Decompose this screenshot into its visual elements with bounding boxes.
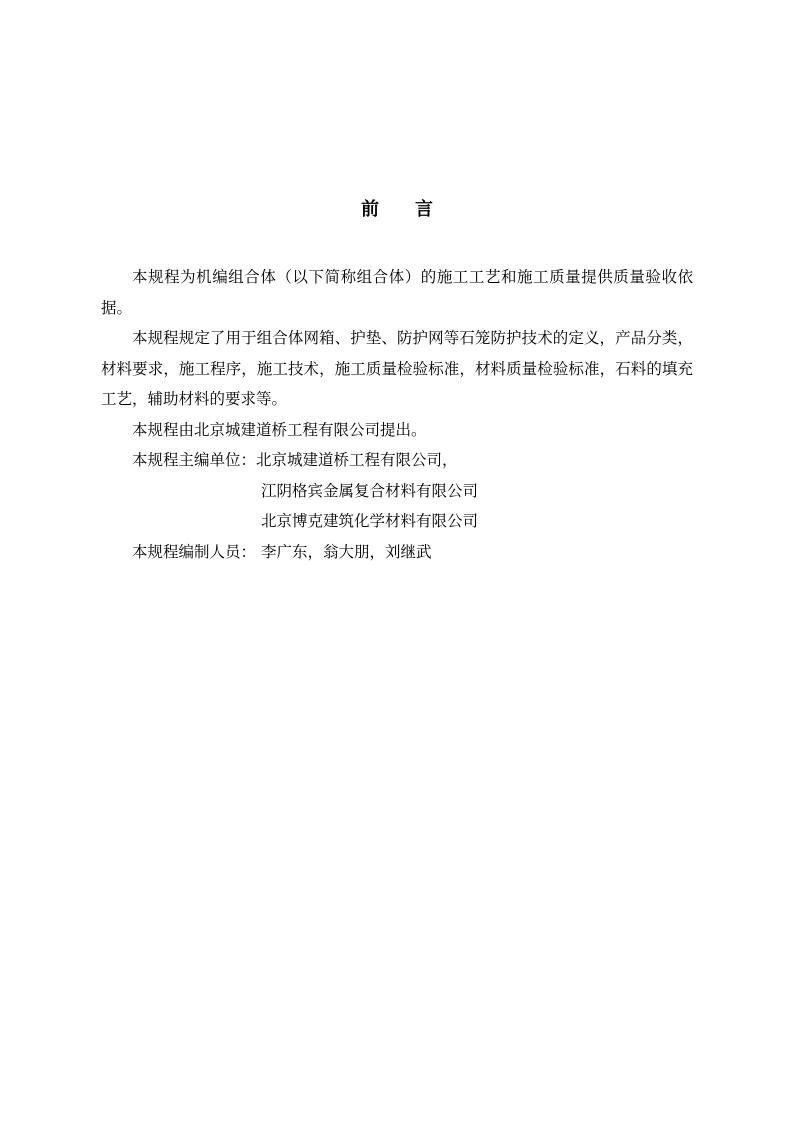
page-title [0,198,794,222]
title-char-1: 前 [361,199,379,220]
title-char-2: 言 [415,199,433,220]
paragraph-scope: 本规程规定了用于组合体网箱、护垫、防护网等石笼防护技术的定义，产品分类，材料要求，施工程序，施工技术，施工质量检验标准，材料质量检验标准，石料的填充工艺，辅助材料的要求等。 [101,329,693,408]
editor-unit-3: 北京博克建筑化学材料有限公司 [261,512,479,530]
editor-unit-2: 江阴格宾金属复合材料有限公司 [261,481,479,500]
editor-unit-1: 北京城建道桥工程有限公司， [256,451,458,469]
staff-row [101,537,693,568]
paragraph-purpose: 本规程为机编组合体（以下简称组合体）的施工工艺和施工质量提供质量验收依据。 [101,268,693,317]
paragraph-proposer: 本规程由北京城建道桥工程有限公司提出。 [132,420,427,439]
editor-units-row [101,445,693,476]
editor-label: 本规程主编单位： [132,451,257,469]
staff-names: 李广东，翁大朋，刘继武 [256,542,432,561]
staff-label: 本规程编制人员： [132,542,257,561]
preface-body [101,262,693,567]
